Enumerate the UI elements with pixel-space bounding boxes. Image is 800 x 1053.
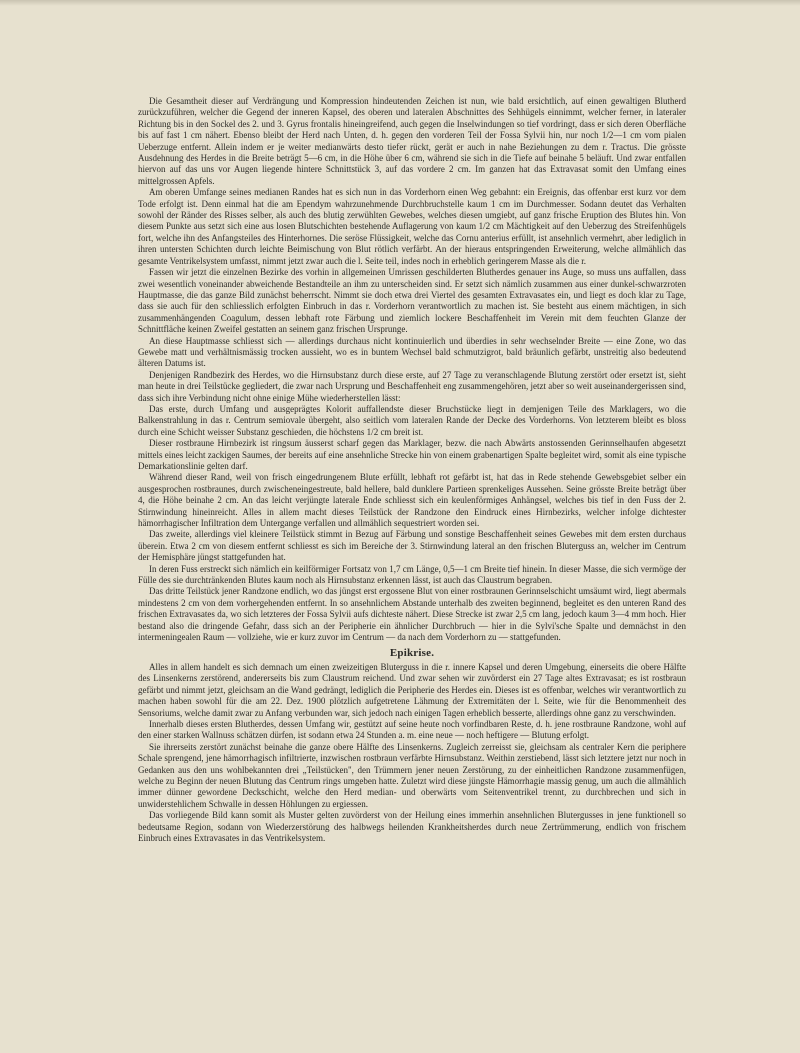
paragraph: Das erste, durch Umfang und ausgeprägtes Kolorit auffallendste dieser Bruchstücke liegt in demjenigen Teile des Marklagers, wo die Balkenstrahlung in das r. Centrum semiovale übergeht, also seitlich vom lateralen Rande der Decke des Vorderhorns. Von letzterem bleibt es bloss durch eine Schicht weisser Substanz geschieden, die höchstens 1/2 cm breit ist. [138,403,686,437]
paragraph: Die Gesamtheit dieser auf Verdrängung und Kompression hindeutenden Zeichen ist nun, wie bald ersichtlich, auf einen gewaltigen Blutherd zurückzuführen, welcher die Gegend der inneren Kapsel, des oberen und lateralen Abschnittes des Sehhügels einnimmt, welcher ferner, in lateraler Richtung bis in den Sockel des 2. und 3. Gyrus frontalis hineingreifend, auch gegen die Inselwindungen so tief vordringt, dass er sich deren Oberfläche bis auf fast 1 cm nähert. Ebenso bleibt der Herd nach Unten, d. h. gegen den vorderen Teil der Fossa Sylvii hin, nur noch 1/2—1 cm vom pialen Ueberzuge entfernt. Allein indem er je weiter medianwärts desto tiefer rückt, gerät er auch in nahe Beziehungen zu dem r. Tractus. Die grösste Ausdehnung des Herdes in die Breite beträgt 5—6 cm, in die Höhe über 6 cm, während sie sich in die Tiefe auf beinahe 5 beläuft. Und zwar entfallen hiervon auf das uns vor Augen liegende hintere Schnittstück 3, auf das vordere 2 cm. Im ganzen hat das Extravasat somit den Umfang eines mittelgrossen Apfels. [138,96,686,186]
paragraph: Alles in allem handelt es sich demnach um einen zweizeitigen Bluterguss in die r. innere Kapsel und deren Umgebung, einerseits die obere Hälfte des Linsenkerns zerstörend, andererseits bis zum Claustrum reichend. Und zwar sehen wir zuvörderst ein 27 Tage altes Extravasat; es ist rostbraun gefärbt und nimmt jetzt, gleichsam an die Wand gedrängt, lediglich die Peripherie des Herdes ein. Dieses ist es offenbar, welches wir verantwortlich zu machen haben sowohl für die am 22. Dez. 1900 plötzlich aufgetretene Lähmung der Extremitäten der l. Seite, wie für die Benommenheit des Sensoriums, welche damit zwar zu Anfang verbunden war, sich jedoch nach einigen Tagen erheblich besserte, allerdings ohne ganz zu verschwinden. [138,661,686,718]
section-heading: Epikrise. [389,646,435,659]
paragraph: Am oberen Umfange seines medianen Randes hat es sich nun in das Vorderhorn einen Weg gebahnt: ein Ereignis, das offenbar erst kurz vor dem Tode erfolgt ist. Denn einmal hat die am Ependym wahrzunehmende Durchbruchstelle kaum 1 cm im Durchmesser. Sodann deutet das Verhalten sowohl der Ränder des Risses selber, als auch des blutig zerwühlten Gewebes, welches diesen umgiebt, auf ganz frische Eruption des Blutes hin. Von diesem Punkte aus setzt sich eine aus losen Blutschichten bestehende Auflagerung von kaum 1/2 cm Mächtigkeit auf den Ueberzug des Streifenhügels fort, welche ihn des Anfangsteiles des Hinterhornes. Die seröse Flüssigkeit, welche das Cornu anterius erfüllt, ist ansehnlich vermehrt, aber lediglich in ihren untersten Schichten durch leichte Beimischung von Blut rötlich verfärbt. An der hieraus entspringenden Erweiterung, welche allmählich das gesamte Ventrikelsystem umfasst, nimmt jetzt zwar auch die l. Seite teil, indes noch in erheblich geringerem Masse als die r. [138,187,686,266]
body-text [138,96,686,844]
paragraph: Dieser rostbraune Hirnbezirk ist ringsum äusserst scharf gegen das Marklager, bezw. die nach Abwärts anstossenden Gerinnselhaufen abgesetzt mittels eines leicht zackigen Saumes, der bereits auf eine ansehnliche Strecke hin von einem grabenartigen Spalte begleitet wird, somit als eine typische Demarkationslinie gelten darf. [138,438,686,471]
paragraph: Während dieser Rand, weil von frisch eingedrungenem Blute erfüllt, lebhaft rot gefärbt ist, hat das in Rede stehende Gewebsgebiet selber ein ausgesprochen rostbraunes, durch zwischeneingestreute, bald hellere, bald dunklere Partieen sprenkeliges Aussehen. Seine grösste Breite beträgt über 4, die Höhe beinahe 2 cm. An das leicht verjüngte laterale Ende schliesst sich ein keulenförmiges Anhängsel, welches bis tief in den Fuss der 2. Stirnwindung hineinreicht. Alles in allem macht dieses Teilstück der Randzone den Eindruck eines Hirnbezirks, welcher infolge dichtester hämorrhagischer Infiltration dem Untergange verfallen und allmählich sequestriert worden sei. [138,472,686,529]
paragraph: Denjenigen Randbezirk des Herdes, wo die Hirnsubstanz durch diese erste, auf 27 Tage zu veranschlagende Blutung zerstört oder ersetzt ist, sieht man heute in drei Teilstücke gegliedert, die zwar nach Ursprung und Beschaffenheit eng zusammengehören, jetzt aber so weit auseinandergerissen sind, dass sich ihre Verbindung nicht ohne einige Mühe wiederherstellen lässt: [138,369,686,403]
paragraph: Sie ihrerseits zerstört zunächst beinahe die ganze obere Hälfte des Linsenkerns. Zugleich zerreisst sie, gleichsam als centraler Kern die periphere Schale sprengend, jene hämorrhagisch infiltrierte, inzwischen rostbraun verfärbte Hirnsubstanz. Weithin zerstiebend, lässt sich letztere jetzt nur noch in Gedanken aus den uns wohlbekannten drei „Teilstücken", den Trümmern jener neuen Zerstörung, zu der einheitlichen Randzone zusammenfügen, welche zu Beginn der neuen Blutung das Centrum rings umgeben hatte. Zuletzt wird diese jüngste Hämorrhagie massig genug, um auch die allmählich immer dünner gewordene Deckschicht, welche den Herd median- und oberwärts vom Seitenventrikel trennt, zu durchbrechen und sich in unwiderstehlichem Schwalle in dessen Höhlungen zu ergiessen. [138,741,686,809]
paragraph: Das zweite, allerdings viel kleinere Teilstück stimmt in Bezug auf Färbung und sonstige Beschaffenheit seines Gewebes mit dem ersten durchaus überein. Etwa 2 cm von diesem entfernt schliesst es sich im Bereiche der 3. Stirnwindung lateral an den frischen Bluterguss an, welcher im Centrum der Hemisphäre jüngst stattgefunden hat. [138,529,686,563]
paragraph: An diese Hauptmasse schliesst sich — allerdings durchaus nicht kontinuierlich und überdies in sehr wechselnder Breite — eine Zone, wo das Gewebe matt und verhältnismässig trocken aussieht, wo es in buntem Wechsel bald schmutzigrot, bald bräunlich gefärbt, unstreitig also bedeutend älteren Datums ist. [138,335,686,369]
paragraph: Fassen wir jetzt die einzelnen Bezirke des vorhin in allgemeinen Umrissen geschilderten Blutherdes genauer ins Auge, so muss uns auffallen, dass zwei wesentlich voneinander abweichende Bestandteile an ihm zu unterscheiden sind. Er setzt sich nämlich zusammen aus einer dunkel-schwarzroten Hauptmasse, die das ganze Bild zunächst beherrscht. Nimmt sie doch etwa drei Viertel des gesamten Extravasates ein, und liegt es doch klar zu Tage, dass sie auch für den schliesslich erfolgten Einbruch in das r. Vorderhorn verantwortlich zu machen ist. Sie besteht aus einem mächtigen, in sich zusammenhängenden Coagulum, dessen lebhaft rote Färbung und ziemlich lockere Beschaffenheit im Verein mit dem feuchten Glanze der Schnittfläche keinen Zweifel gestatten an seinem ganz frischen Ursprunge. [138,267,686,335]
paragraph: Innerhalb dieses ersten Blutherdes, dessen Umfang wir, gestützt auf seine heute noch vorfindbaren Reste, d. h. jene rostbraune Randzone, wohl auf den einer starken Wallnuss schätzen dürfen, ist sodann etwa 24 Stunden a. m. eine neue — noch heftigere — Blutung erfolgt. [138,718,686,741]
page-edge [0,0,800,6]
paragraph: Das dritte Teilstück jener Randzone endlich, wo das jüngst erst ergossene Blut von einer rostbraunen Gerinnselschicht umsäumt wird, liegt abermals mindestens 2 cm von dem vorhergehenden entfernt. In so ansehnlichem Abstande unterhalb des zweiten beginnend, begleitet es den unteren Rand des frischen Extravasates da, wo sich letzteres der Fossa Sylvii aufs dichteste nähert. Diese Strecke ist zwar 2,5 cm lang, jedoch kaum 3—4 mm hoch. Hier bestand also die dringende Gefahr, dass sich an der Peripherie ein ähnlicher Durchbruch — hier in die Sylvi'sche Spalte und demnächst in den intermeningealen Raum — vollziehe, wie er kurz zuvor im Centrum — da nach dem Vorderhorn zu — stattgefunden. [138,586,686,643]
paragraph: Das vorliegende Bild kann somit als Muster gelten zuvörderst von der Heilung eines immerhin ansehnlichen Blutergusses in jene funktionell so bedeutsame Region, sodann von Wiederzerstörung des halbwegs heilenden Krankheitsherdes durch neue Zertrümmerung, endlich von frischem Einbruch eines Extravasates in das Ventrikelsystem. [138,810,686,843]
paragraph: In deren Fuss erstreckt sich nämlich ein keilförmiger Fortsatz von 1,7 cm Länge, 0,5—1 cm Breite tief hinein. In dieser Masse, die sich vermöge der Fülle des sie durchtränkenden Blutes kaum noch als Hirnsubstanz erkennen lässt, ist auch das Claustrum begraben. [138,563,686,586]
